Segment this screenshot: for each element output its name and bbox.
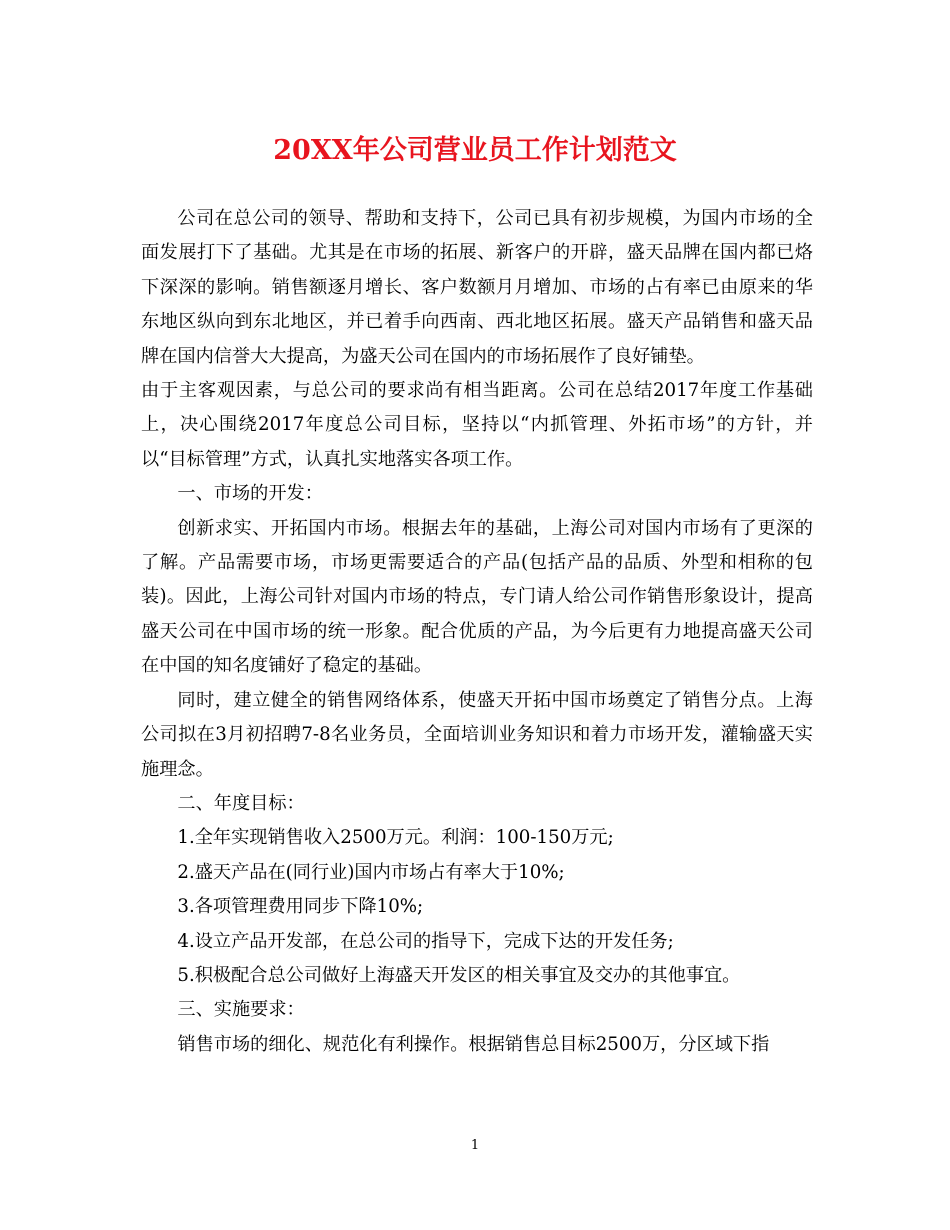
document-title: 20XX年公司营业员工作计划范文 xyxy=(273,135,677,166)
heading-market-development: 一、市场的开发： xyxy=(177,483,323,505)
goal-item-2: 2.盛天产品在(同行业)国内市场占有率大于10%; xyxy=(177,861,565,883)
goal-item-1: 1.全年实现销售收入2500万元。利润：100-150万元; xyxy=(177,827,614,849)
paragraph-sales-network: 同时，建立健全的销售网络体系，使盛天开拓中国市场奠定了销售分点。上海公司拟在3月初招聘7-8名业务员，全面培训业务知识和着力市场开发，灌输盛天实施理念。 xyxy=(141,689,813,780)
goal-item-5: 5.积极配合总公司做好上海盛天开发区的相关事宜及交办的其他事宜。 xyxy=(177,964,741,986)
page-number: 1 xyxy=(470,1138,480,1153)
paragraph-implementation: 销售市场的细化、规范化有利操作。根据销售总目标2500万，分区域下指 xyxy=(177,1033,770,1055)
goal-item-4: 4.设立产品开发部，在总公司的指导下，完成下达的开发任务; xyxy=(177,930,674,952)
paragraph-market-innovation: 创新求实、开拓国内市场。根据去年的基础，上海公司对国内市场有了更深的了解。产品需要市场，市场更需要适合的产品(包括产品的品质、外型和相称的包装)。因此，上海公司针对国内市场的特点，专门请人给公司作销售形象设计，提高盛天公司在中国市场的统一形象。配合优质的产品，为今后更有力地提高盛天公司在中国的知名度铺好了稳定的基础。 xyxy=(141,517,813,677)
document-body xyxy=(141,202,813,1062)
heading-annual-goals: 二、年度目标： xyxy=(177,792,305,814)
paragraph-intro-continued: 由于主客观因素，与总公司的要求尚有相当距离。公司在总结2017年度工作基础上，决心围绕2017年度总公司目标，坚持以“内抓管理、外拓市场”的方针，并以“目标管理”方式，认真扎实地落实各项工作。 xyxy=(141,380,813,470)
goal-item-3: 3.各项管理费用同步下降10%; xyxy=(177,896,424,918)
heading-implementation: 三、实施要求： xyxy=(177,999,305,1021)
paragraph-intro: 公司在总公司的领导、帮助和支持下，公司已具有初步规模，为国内市场的全面发展打下了基础。尤其是在市场的拓展、新客户的开辟，盛天品牌在国内都已烙下深深的影响。销售额逐月增长、客户数额月月增加、市场的占有率已由原来的华东地区纵向到东北地区，并已着手向西南、西北地区拓展。盛天产品销售和盛天品牌在国内信誉大大提高，为盛天公司在国内的市场拓展作了良好铺垫。 xyxy=(141,208,813,367)
